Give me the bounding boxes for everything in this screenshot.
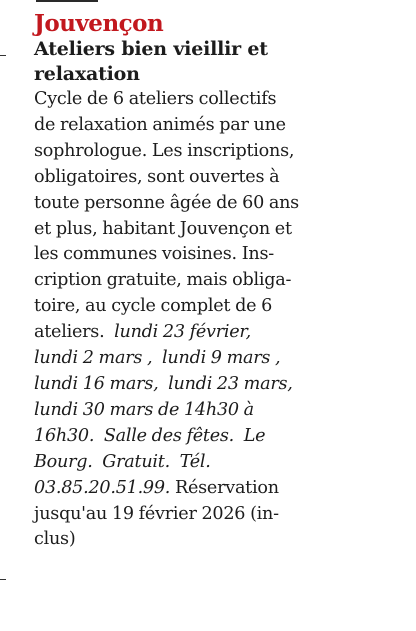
body-segment: toire, au cycle complet de 6	[34, 296, 273, 317]
body-segment: ateliers.	[34, 322, 115, 343]
body-line	[34, 191, 374, 217]
body-italic-segment: lundi 23 février,	[114, 322, 251, 343]
body-segment: obligatoires, sont ouvertes à	[34, 166, 280, 187]
body-line	[34, 217, 374, 243]
body-line	[34, 294, 374, 320]
body-line	[34, 165, 374, 191]
article-headline: Ateliers bien vieillir et relaxation	[34, 38, 268, 85]
body-segment: et plus, habitant Jouvençon et	[34, 218, 292, 239]
body-line	[34, 398, 374, 424]
body-segment: Cycle de 6 ateliers collectifs	[34, 89, 277, 109]
article-body	[34, 87, 374, 553]
body-line	[34, 139, 374, 165]
body-line	[34, 450, 374, 476]
article	[34, 10, 374, 553]
body-line	[34, 113, 374, 139]
top-rule	[36, 0, 98, 2]
body-line	[34, 476, 374, 502]
body-italic-segment: lundi 16 mars, lundi 23 mars,	[34, 373, 293, 394]
body-segment: clus)	[34, 529, 76, 550]
body-line	[34, 424, 374, 450]
body-segment: cription gratuite, mais obliga-	[34, 270, 292, 291]
body-italic-segment: 03.85.20.51.99.	[34, 477, 171, 498]
body-line	[34, 346, 374, 372]
body-line	[34, 87, 374, 113]
body-line	[34, 242, 374, 268]
body-segment: jusqu'au 19 février 2026 (in-	[34, 503, 279, 524]
body-line	[34, 372, 374, 398]
margin-tick-bottom	[0, 579, 6, 580]
body-segment: sophrologue. Les inscriptions,	[34, 140, 295, 161]
body-italic-segment: lundi 30 mars de 14h30 à	[34, 399, 254, 420]
body-italic-segment: 16h30. Salle des fêtes. Le	[34, 425, 266, 446]
body-segment: de relaxation animés par une	[34, 114, 286, 135]
body-italic-segment: lundi 2 mars , lundi 9 mars ,	[34, 348, 281, 369]
body-line	[34, 320, 374, 346]
body-segment: Réservation	[170, 477, 279, 498]
body-line	[34, 268, 374, 294]
body-segment: les communes voisines. Ins-	[34, 244, 274, 265]
margin-tick-top	[0, 55, 6, 56]
body-segment: toute personne âgée de 60 ans	[34, 192, 299, 213]
body-italic-segment: Bourg. Gratuit. Tél.	[34, 451, 211, 472]
article-kicker: Jouvençon	[34, 10, 164, 37]
body-line	[34, 502, 374, 528]
body-line	[34, 527, 374, 553]
